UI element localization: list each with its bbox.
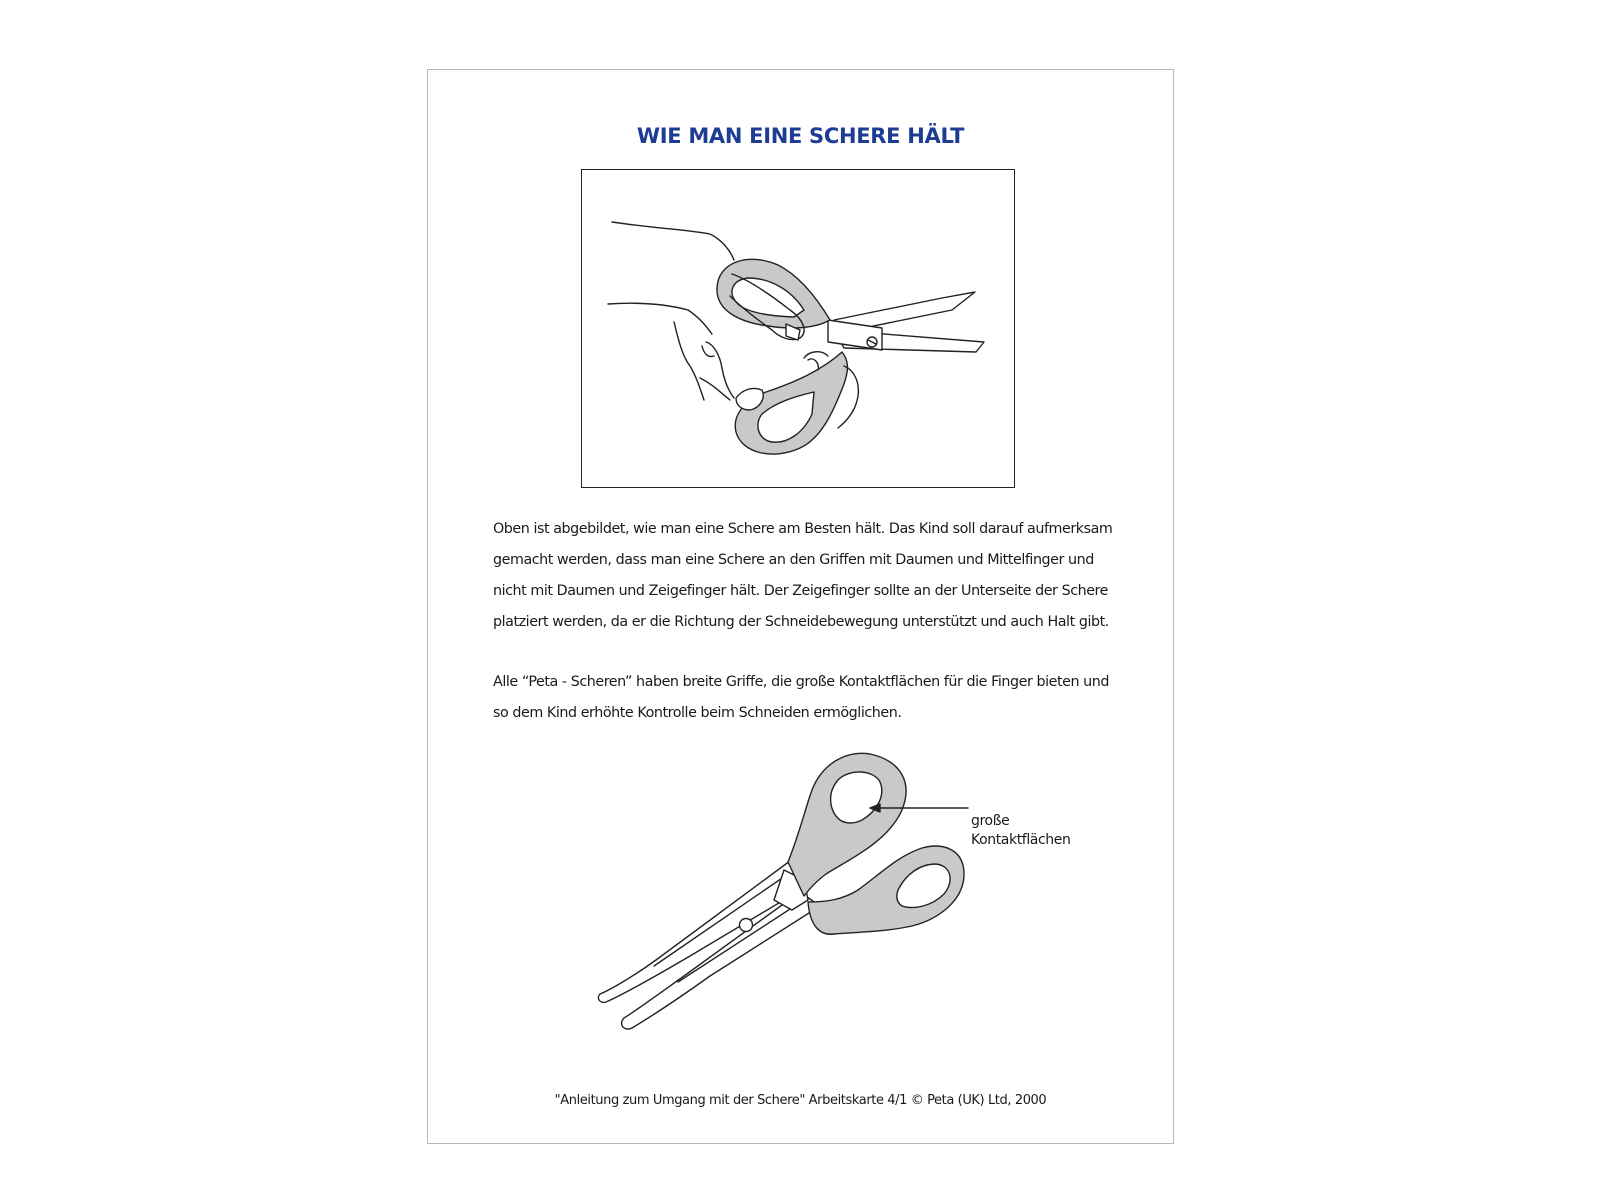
instruction-paragraph-2: Alle “Peta - Scheren” haben breite Griffe, die große Kontaktflächen für die Finger bieten und so dem Kind erhöhte Kontrolle beim Schneiden ermöglichen. [493,674,1110,721]
hand-scissors-drawing [582,170,1014,487]
hand-holding-scissors-illustration [581,169,1015,488]
peta-scissors-illustration [428,750,1173,1060]
instruction-paragraph-1: Oben ist abgebildet, wie man eine Schere am Besten hält. Das Kind soll darauf aufmerksam gemacht werden, dass man eine Schere an den Griffen mit Daumen und Mittelfinger und nicht mit Daumen und Zeigefinger hält. Der Zeigefinger sollte an der Unterseite der Schere platziert werden, da er die Richtung der Schneidebewegung unterstützt und auch Halt gibt. [493,521,1113,630]
footer-copyright: "Anleitung zum Umgang mit der Schere" Arbeitskarte 4/1 © Peta (UK) Ltd, 2000 [554,1093,1047,1108]
page-title: WIE MAN EINE SCHERE HÄLT [636,124,965,148]
callout-line-2: Kontaktflächen [971,832,1071,848]
callout-line-1: große [971,813,1010,829]
callout-label [971,812,1070,850]
worksheet-page [427,69,1174,1144]
